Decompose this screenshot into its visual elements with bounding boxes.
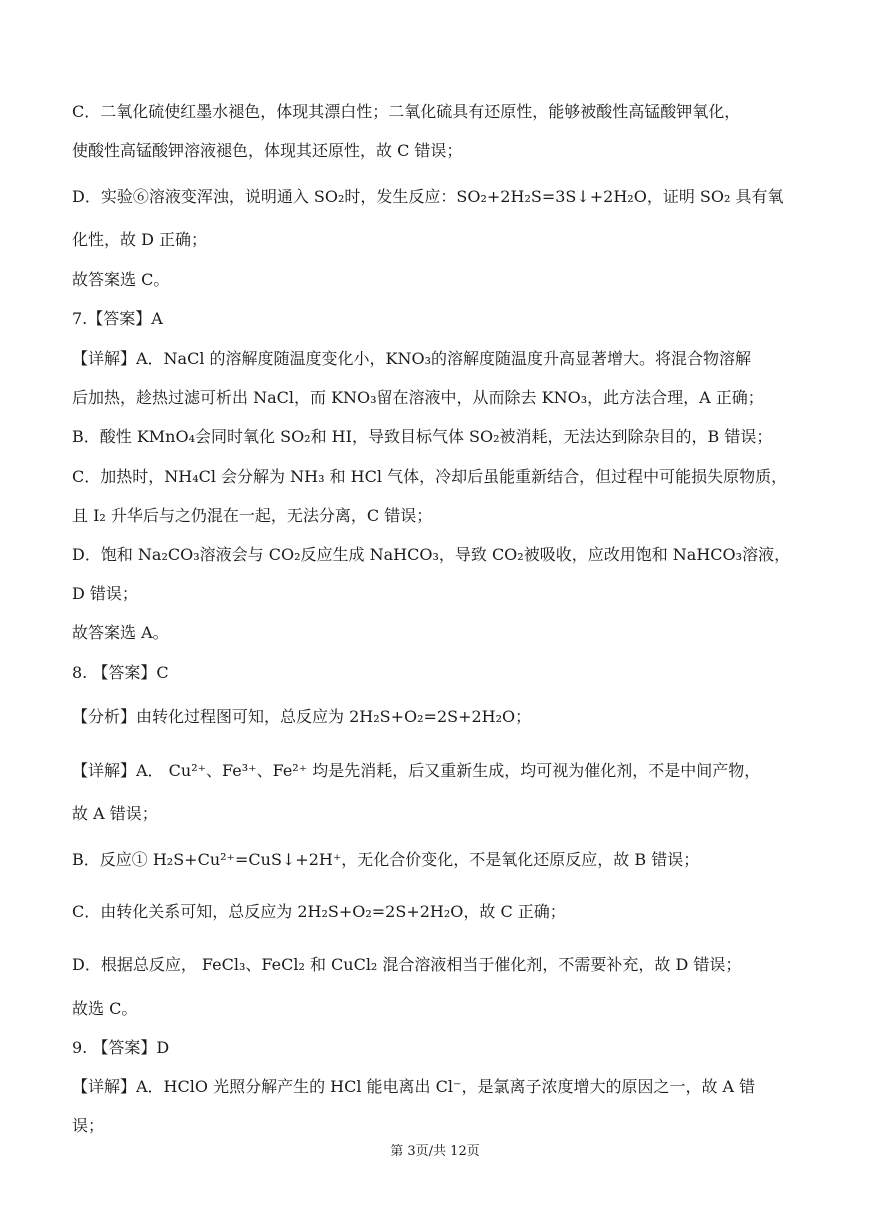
text-line: C．二氧化硫使红墨水褪色，体现其漂白性；二氧化硫具有还原性，能够被酸性高锰酸钾氧化，: [72, 102, 741, 121]
text-line: D 错误；: [72, 584, 138, 603]
text-line: 后加热，趁热过滤可析出 NaCl，而 KNO₃留在溶液中，从而除去 KNO₃，此方法合理，A 正确；: [72, 388, 764, 407]
page-footer: 第 3页/共 12页: [390, 1144, 480, 1159]
text-line: C．由转化关系可知，总反应为 2H₂S+O₂=2S+2H₂O，故 C 正确；: [72, 902, 566, 921]
text-line: D．实验⑥溶液变浑浊，说明通入 SO₂时，发生反应：SO₂+2H₂S=3S↓+2H₂O，证明 SO₂ 具有氧: [72, 187, 784, 206]
text-line: D．饱和 Na₂CO₃溶液会与 CO₂反应生成 NaHCO₃，导致 CO₂被吸收，应改用饱和 NaHCO₃溶液，: [72, 545, 791, 564]
answer-heading: 9. 【答案】D: [72, 1038, 170, 1057]
answer-heading: 8. 【答案】C: [72, 663, 169, 682]
text-line: 误；: [72, 1116, 105, 1135]
text-line: 【详解】A． Cu²⁺、Fe³⁺、Fe²⁺ 均是先消耗，后又重新生成，均可视为催化剂，不是中间产物，: [72, 761, 761, 780]
text-line: 故答案选 C。: [72, 270, 170, 289]
text-line: 【详解】A．NaCl 的溶解度随温度变化小，KNO₃的溶解度随温度升高显著增大。将混合物溶解: [72, 349, 752, 368]
text-line: B．反应① H₂S+Cu²⁺=CuS↓+2H⁺，无化合价变化，不是氧化还原反应，故 B 错误；: [72, 850, 700, 869]
text-line: 故 A 错误；: [72, 804, 158, 823]
text-line: 且 I₂ 升华后与之仍混在一起，无法分离，C 错误；: [72, 506, 433, 525]
text-line: B．酸性 KMnO₄会同时氧化 SO₂和 HI，导致目标气体 SO₂被消耗，无法达到除杂目的，B 错误；: [72, 427, 773, 446]
text-line: D．根据总反应， FeCl₃、FeCl₂ 和 CuCl₂ 混合溶液相当于催化剂，不需要补充，故 D 错误；: [72, 955, 742, 974]
text-line: 故选 C。: [72, 999, 138, 1018]
answer-heading: 7.【答案】A: [72, 309, 163, 328]
text-line: C．加热时，NH₄Cl 会分解为 NH₃ 和 HCl 气体，冷却后虽能重新结合，但过程中可能损失原物质，: [72, 467, 788, 486]
text-line: 故答案选 A。: [72, 623, 169, 642]
text-line: 【详解】A．HClO 光照分解产生的 HCl 能电离出 Cl⁻，是氯离子浓度增大的原因之一，故 A 错: [72, 1077, 756, 1096]
text-line: 【分析】由转化过程图可知，总反应为 2H₂S+O₂=2S+2H₂O；: [72, 707, 532, 726]
text-line: 化性，故 D 正确；: [72, 230, 208, 249]
text-line: 使酸性高锰酸钾溶液褪色，体现其还原性，故 C 错误；: [72, 141, 463, 160]
